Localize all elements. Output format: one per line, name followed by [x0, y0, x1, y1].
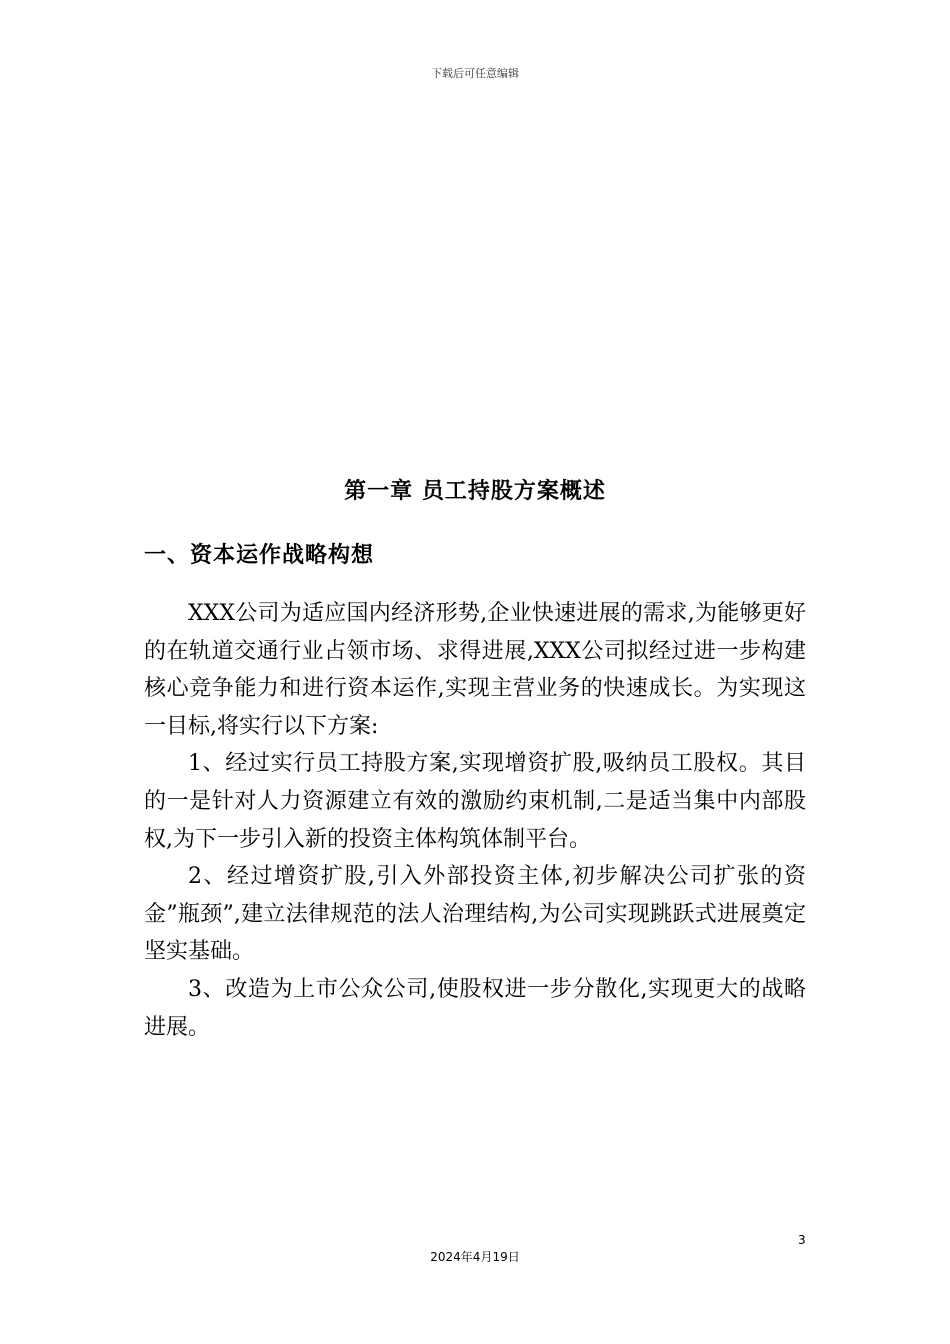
paragraph-item-2: 2、经过增资扩股,引入外部投资主体,初步解决公司扩张的资金”瓶颈”,建立法律规范的法人治理结构,为公司实现跳跃式进展奠定坚实基础。	[144, 864, 806, 965]
body-text	[144, 595, 806, 1046]
section-heading: 一、资本运作战略构想	[144, 543, 375, 568]
page-number: 3	[798, 1233, 806, 1247]
chapter-title: 第一章 员工持股方案概述	[344, 479, 606, 504]
page-header-note: 下载后可任意编辑	[431, 67, 519, 80]
footer-date: 2024年4月19日	[430, 1250, 520, 1264]
paragraph-intro: XXX公司为适应国内经济形势,企业快速进展的需求,为能够更好的在轨道交通行业占领市场、求得进展,XXX公司拟经过进一步构建核心竞争能力和进行资本运作,实现主营业务的快速成长。为实现这一目标,将实行以下方案:	[144, 601, 806, 739]
paragraph-item-1: 1、经过实行员工持股方案,实现增资扩股,吸纳员工股权。其目的一是针对人力资源建立有效的激励约束机制,二是适当集中内部股权,为下一步引入新的投资主体构筑体制平台。	[144, 751, 806, 852]
paragraph-item-3: 3、改造为上市公众公司,使股权进一步分散化,实现更大的战略进展。	[144, 976, 806, 1040]
